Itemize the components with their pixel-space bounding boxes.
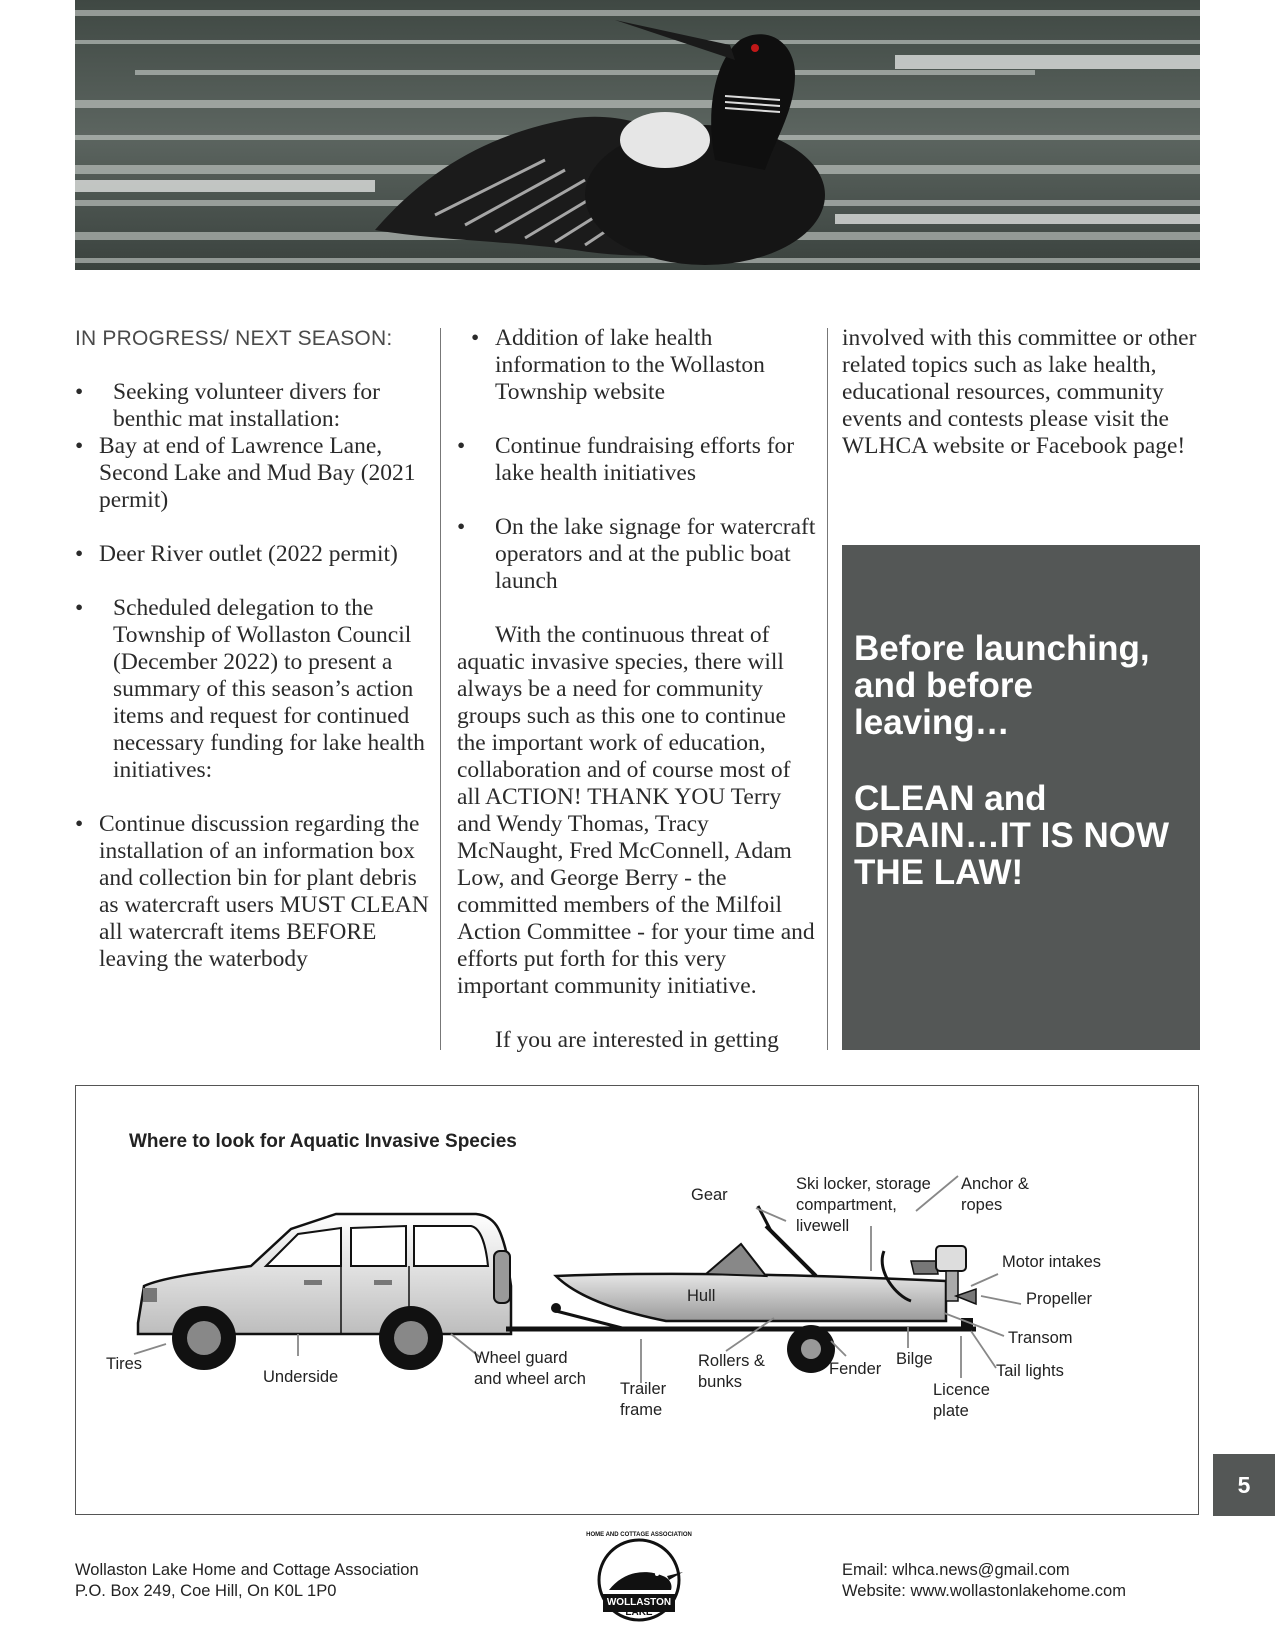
label-ski-locker: Ski locker, storage compartment, livewell	[796, 1175, 931, 1235]
page-number: 5	[1213, 1454, 1275, 1516]
bullet-signage: • On the lake signage for watercraft operators and at the public boat launch	[457, 514, 816, 594]
column-3	[842, 325, 1200, 460]
label-hull: Hull	[687, 1287, 716, 1305]
logo-text-association: HOME AND COTTAGE ASSOCIATION	[586, 1532, 692, 1538]
label-licence-plate: Licence plate	[933, 1381, 990, 1420]
sub-bullet-township-website: • Addition of lake health information to the Wollaston Township website	[471, 325, 765, 405]
footer-contact	[842, 1560, 1126, 1602]
footer-email: Email: wlhca.news@gmail.com	[842, 1561, 1070, 1579]
logo-text-lake: LAKE	[625, 1607, 653, 1618]
bullet-benthic-mat: • Seeking volunteer divers for benthic mat installation:	[75, 379, 380, 432]
label-rollers-bunks: Rollers & bunks	[698, 1352, 765, 1391]
column-1	[75, 325, 430, 973]
thank-you-paragraph: With the continuous threat of aquatic invasive species, there will always be a need for community groups such as this one to continue the important work of education, collaboration and of course most of all ACTION! THANK YOU Terry and Wendy Thomas, Tracy McNaught, Fred McConnell, Adam Low, and George Berry - the committed members of the Milfoil Action Committee - for your time and efforts put forth for this very important community initiative.	[457, 622, 815, 999]
logo-text-wollaston: WOLLASTON	[606, 1597, 672, 1608]
invasive-species-diagram	[75, 1085, 1199, 1515]
footer-org	[75, 1560, 419, 1602]
section-heading: IN PROGRESS/ NEXT SEASON:	[75, 327, 393, 350]
interested-paragraph-start: If you are interested in getting	[495, 1027, 779, 1053]
label-propeller: Propeller	[1026, 1290, 1093, 1308]
label-underside: Underside	[263, 1368, 339, 1386]
label-bilge: Bilge	[896, 1350, 933, 1368]
sub-bullet-info-box: • Continue discussion regarding the installation of an information box and collection bin for plant debris as watercraft users MUST CLEAN all watercraft items BEFORE leaving the waterbody	[75, 811, 429, 972]
label-tires: Tires	[106, 1355, 143, 1373]
footer-org-name: Wollaston Lake Home and Cottage Association	[75, 1561, 419, 1579]
label-anchor-ropes: Anchor & ropes	[961, 1175, 1029, 1214]
label-transom: Transom	[1008, 1329, 1073, 1347]
label-wheel-guard: Wheel guard and wheel arch	[474, 1349, 586, 1388]
sub-bullet-deer-river: • Deer River outlet (2022 permit)	[75, 541, 398, 567]
column-divider-2	[827, 328, 828, 1050]
wlhca-logo	[583, 1532, 695, 1622]
diagram-title: Where to look for Aquatic Invasive Species	[129, 1131, 517, 1152]
label-trailer-frame: Trailer frame	[620, 1380, 667, 1419]
footer-website: Website: www.wollastonlakehome.com	[842, 1582, 1126, 1600]
bullet-fundraising: • Continue fundraising efforts for lake health initiatives	[457, 433, 795, 486]
callout-line-1: Before launching, and before leaving…	[854, 629, 1150, 742]
interested-paragraph-cont: involved with this committee or other related topics such as lake health, educational resources, community events and contests please visit the WLHCA website or Facebook page!	[842, 325, 1197, 459]
sub-bullet-lawrence-lane: • Bay at end of Lawrence Lane, Second Lake and Mud Bay (2021 permit)	[75, 433, 416, 513]
label-tail-lights: Tail lights	[996, 1362, 1064, 1380]
callout-line-2: CLEAN and DRAIN…IT IS NOW THE LAW!	[854, 779, 1169, 892]
hero-photo-loon	[75, 0, 1200, 270]
label-fender: Fender	[829, 1360, 882, 1378]
label-gear: Gear	[691, 1186, 728, 1204]
callout-box	[842, 545, 1200, 1050]
bullet-delegation: • Scheduled delegation to the Township of Wollaston Council (December 2022) to present a summary of this season’s action items and request for continued necessary funding for lake health initiatives:	[75, 595, 425, 783]
label-motor-intakes: Motor intakes	[1002, 1253, 1102, 1271]
column-2	[457, 325, 817, 1054]
footer-address: P.O. Box 249, Coe Hill, On K0L 1P0	[75, 1582, 337, 1600]
column-divider-1	[440, 328, 441, 1050]
car-icon	[138, 1214, 511, 1370]
